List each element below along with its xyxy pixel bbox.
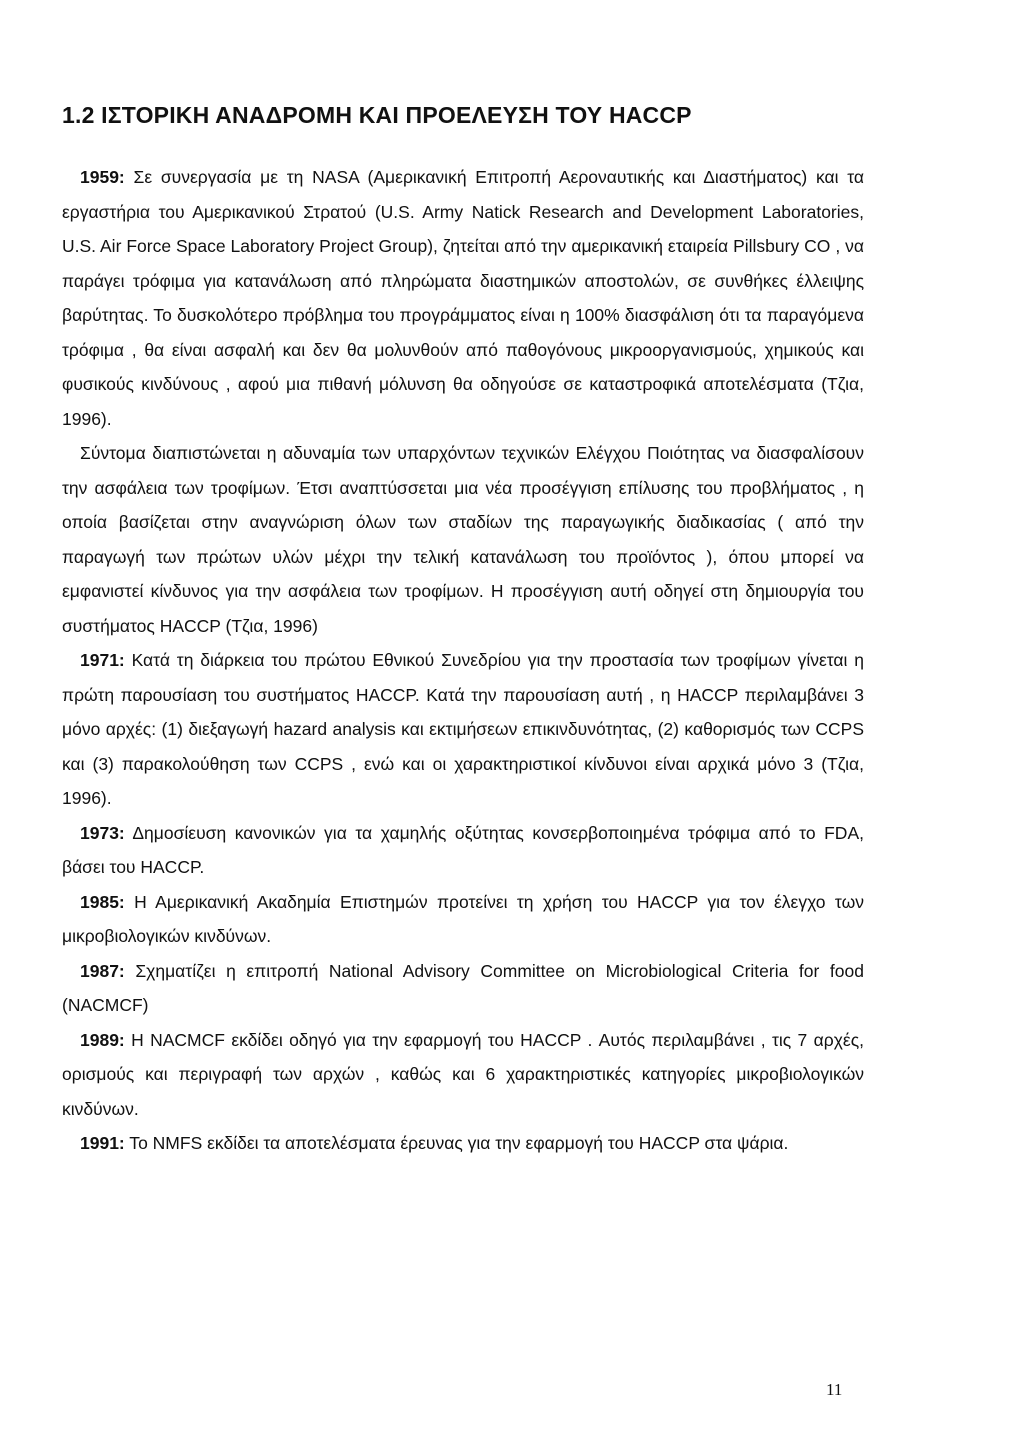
paragraph-text: Η Αμερικανική Ακαδημία Επιστημών προτείνει τη χρήση του HACCP για τον έλεγχο των μικροβιολογικών κινδύνων. — [62, 891, 864, 946]
paragraph-1959 — [62, 160, 864, 436]
paragraph-text: Κατά τη διάρκεια του πρώτου Εθνικού Συνεδρίου για την προστασία των τροφίμων γίνεται η πρώτη παρουσίαση του συστήματος HACCP. Κατά την παρουσίαση αυτή , η HACCP περιλαμβάνει 3 μόνο αρχές: (1) διεξαγωγή hazard analysis και εκτιμήσεων επικινδυνότητας, (2) καθορισμός των CCPS και (3) παρακολούθηση των CCPS , ενώ και οι χαρακτηριστικοί κίνδυνοι είναι αρχικά μόνο 3 (Τζια, 1996). — [62, 650, 864, 808]
paragraph-1987 — [62, 954, 864, 1023]
paragraph-text: Σύντομα διαπιστώνεται η αδυναμία των υπαρχόντων τεχνικών Ελέγχου Ποιότητας να διασφαλίσουν την ασφάλεια των τροφίμων. Έτσι αναπτύσσεται μια νέα προσέγγιση επίλυσης του προβλήματος , η οποία βασίζεται στην αναγνώριση όλων των σταδίων της παραγωγικής διαδικασίας ( από την παραγωγή των πρώτων υλών μέχρι την τελική κατανάλωση του προϊόντος ), όπου μπορεί να εμφανιστεί κίνδυνος για την ασφάλεια των τροφίμων. Η προσέγγιση αυτή οδηγεί στη δημιουργία του συστήματος HACCP (Τζια, 1996) — [62, 443, 864, 636]
year-label: 1989: — [80, 1029, 125, 1050]
year-label: 1985: — [80, 891, 125, 912]
paragraph-text: Σχηματίζει η επιτροπή National Advisory Committee on Microbiological Criteria for food (NACMCF) — [62, 960, 864, 1015]
year-label: 1987: — [80, 960, 125, 981]
paragraph-1991 — [62, 1126, 864, 1161]
page-content — [62, 98, 864, 1161]
paragraph-1985 — [62, 885, 864, 954]
paragraph-1989 — [62, 1023, 864, 1127]
paragraph-text: Δημοσίευση κανονικών για τα χαμηλής οξύτητας κονσερβοποιημένα τρόφιμα από το FDA, βάσει του HACCP. — [62, 822, 864, 877]
year-label: 1973: — [80, 822, 125, 843]
paragraph-1971 — [62, 643, 864, 816]
paragraph-text: Το NMFS εκδίδει τα αποτελέσματα έρευνας για την εφαρμογή του HACCP στα ψάρια. — [124, 1133, 789, 1153]
paragraph-1973 — [62, 816, 864, 885]
year-label: 1971: — [80, 650, 125, 670]
page-number: 11 — [826, 1380, 843, 1399]
paragraph-text: Η NACMCF εκδίδει οδηγό για την εφαρμογή του HACCP . Αυτός περιλαμβάνει , τις 7 αρχές, ορισμούς και περιγραφή των αρχών , καθώς και 6 χαρακτηριστικές κατηγορίες μικροβιολογικών κινδύνων. — [62, 1029, 864, 1119]
paragraph-text: Σε συνεργασία με τη NASA (Αμερικανική Επιτροπή Αεροναυτικής και Διαστήματος) και τα εργαστήρια του Αμερικανικού Στρατού (U.S. Army Natick Research and Development Laboratories, U.S. Air Force Space Laboratory Project Group), ζητείται από την αμερικανική εταιρεία Pillsbury CO , να παράγει τρόφιμα για κατανάλωση από πληρώματα διαστημικών αποστολών, σε συνθήκες έλλειψης βαρύτητας. Το δυσκολότερο πρόβλημα του προγράμματος είναι η 100% διασφάλιση ότι τα παραγόμενα τρόφιμα , θα είναι ασφαλή και δεν θα μολυνθούν από παθογόνους μικροοργανισμούς, χημικούς και φυσικούς κινδύνους , αφού μια πιθανή μόλυνση θα οδηγούσε σε καταστροφικά αποτελέσματα (Τζια, 1996). — [62, 167, 864, 429]
paragraph-haccp-origin — [62, 436, 864, 643]
year-label: 1959: — [80, 167, 125, 187]
section-heading: 1.2 ΙΣΤΟΡΙΚΗ ΑΝΑΔΡΟΜΗ ΚΑΙ ΠΡΟΕΛΕΥΣΗ ΤΟΥ HACCP — [62, 102, 692, 128]
year-label: 1991: — [80, 1133, 125, 1153]
